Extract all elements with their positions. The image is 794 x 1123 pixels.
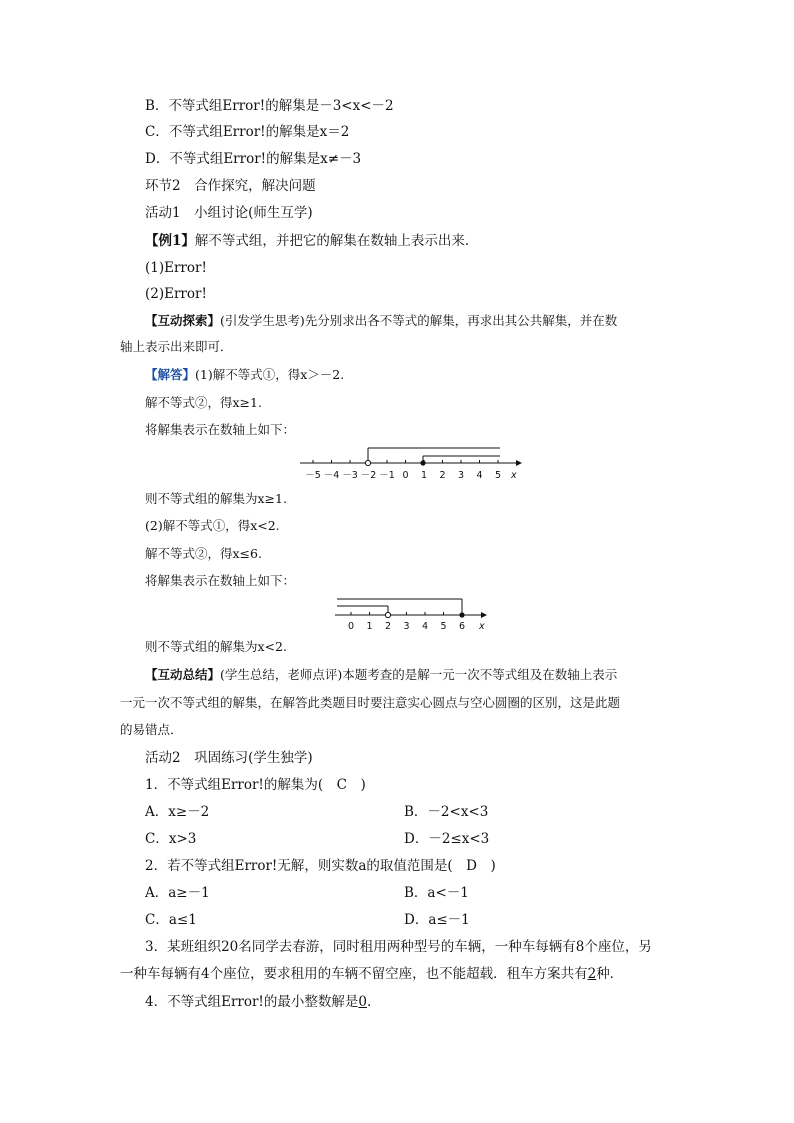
q1-option-d: D．－2≤x<3 <box>404 831 490 847</box>
answer-b1: (2)解不等式①，得x<2. <box>145 518 280 533</box>
q3-line2 <box>120 965 623 983</box>
option-d-top: D．不等式组Error!的解集是x≠－3 <box>145 151 362 167</box>
q1-option-a: A．x≥－2 <box>145 804 210 820</box>
summary-line1 <box>145 666 617 684</box>
axis-tick-label: 1 <box>420 470 428 481</box>
axis-variable: x <box>479 621 485 632</box>
axis-tick-label: －5 <box>305 470 321 481</box>
axis-tick-label: －4 <box>323 470 340 481</box>
option-b-top: B．不等式组Error!的解集是－3<x<－2 <box>145 98 394 114</box>
answer-a3: 将解集表示在数轴上如下： <box>145 422 296 437</box>
section-heading: 环节2 合作探究，解决问题 <box>145 178 316 194</box>
example1-q2: (2)Error! <box>145 286 207 302</box>
axis-tick-label: 6 <box>458 621 466 632</box>
number-line-2 <box>333 593 493 635</box>
axis-tick-label: －1 <box>379 470 395 481</box>
summary-line2: 一元一次不等式组的解集，在解答此类题目时要注意实心圆点与空心圆圈的区别，这是此题 <box>120 695 621 710</box>
answer-b4: 则不等式组的解集为x<2. <box>145 639 287 654</box>
explore-tag: 【互动探索】 <box>145 313 221 328</box>
q2-stem: 2．若不等式组Error!无解，则实数a的取值范围是( D ) <box>145 858 496 874</box>
q1-option-b: B．－2<x<3 <box>404 804 489 820</box>
q3-line2-end: 种． <box>596 966 624 982</box>
axis-tick-label: 0 <box>402 470 409 481</box>
q2-option-a: A．a≥－1 <box>145 885 210 901</box>
axis-tick-label: 5 <box>494 470 502 481</box>
axis-tick-label: －2 <box>360 470 377 481</box>
q4-end: . <box>366 994 372 1010</box>
q1-stem: 1．不等式组Error!的解集为( C ) <box>145 777 366 793</box>
open-circle-marker <box>385 612 390 617</box>
answer-b2: 解不等式②，得x≤6. <box>145 546 262 561</box>
option-c-top: C．不等式组Error!的解集是x＝2 <box>145 124 350 140</box>
axis-tick-label: 2 <box>384 621 392 632</box>
axis-variable: x <box>511 470 517 481</box>
summary-tag: 【互动总结】 <box>145 667 221 682</box>
example1 <box>145 232 478 250</box>
axis-tick-label: 0 <box>347 621 355 632</box>
activity2-heading: 活动2 巩固练习(学生独学) <box>145 750 313 766</box>
explore-text: (引发学生思考)先分别求出各不等式的解集，再求出其公共解集，并在数 <box>220 313 618 328</box>
axis-tick-label: 3 <box>403 621 410 632</box>
answer-a1-text: (1)解不等式①，得x＞－2. <box>195 367 345 382</box>
explore-line1 <box>145 312 617 330</box>
answer-tag: 【解答】 <box>145 367 196 382</box>
example1-tag: 【例1】 <box>145 233 195 249</box>
number-line-1 <box>298 440 528 486</box>
activity1-heading: 活动1 小组讨论(师生互学) <box>145 205 313 221</box>
axis-tick-label: －3 <box>342 470 358 481</box>
axis-tick-label: 4 <box>476 470 483 481</box>
axis-tick-label: 2 <box>439 470 446 481</box>
summary-text: (学生总结，老师点评)本题考查的是解一元一次不等式组及在数轴上表示 <box>220 667 618 682</box>
q2-option-c: C．a≤1 <box>145 912 197 928</box>
q4-text: 4．不等式组Error!的最小整数解是 <box>145 994 359 1010</box>
q3-line2-text: 一种车每辆有4个座位，要求租用的车辆不留空座，也不能超载．租车方案共有 <box>120 966 588 982</box>
example1-q1: (1)Error! <box>145 260 207 276</box>
q2-option-d: D．a≤－1 <box>404 912 470 928</box>
q3-line1: 3．某班组织20名同学去春游，同时租用两种型号的车辆，一种车每辆有8个座位，另 <box>145 939 652 955</box>
answer-a1 <box>145 366 344 384</box>
axis-tick-label: 5 <box>440 621 447 632</box>
axis-tick-label: 3 <box>457 470 465 481</box>
open-circle-marker <box>365 460 370 465</box>
filled-dot-marker <box>420 460 425 465</box>
answer-b3: 将解集表示在数轴上如下： <box>145 573 296 588</box>
q2-option-b: B．a<－1 <box>404 885 469 901</box>
filled-dot-marker <box>459 612 464 617</box>
q1-option-c: C．x>3 <box>145 831 197 847</box>
q4-line <box>145 993 371 1011</box>
q4-answer: 0 <box>358 994 367 1010</box>
answer-a2: 解不等式②，得x≥1. <box>145 395 262 410</box>
explore-line2: 轴上表示出来即可． <box>120 339 233 354</box>
answer-a4: 则不等式组的解集为x≥1. <box>145 491 287 506</box>
axis-tick-label: 4 <box>421 621 429 632</box>
example1-text: 解不等式组，并把它的解集在数轴上表示出来． <box>194 233 479 249</box>
q3-answer: 2 <box>587 966 597 982</box>
axis-tick-label: 1 <box>366 621 373 632</box>
summary-line3: 的易错点． <box>120 722 183 737</box>
